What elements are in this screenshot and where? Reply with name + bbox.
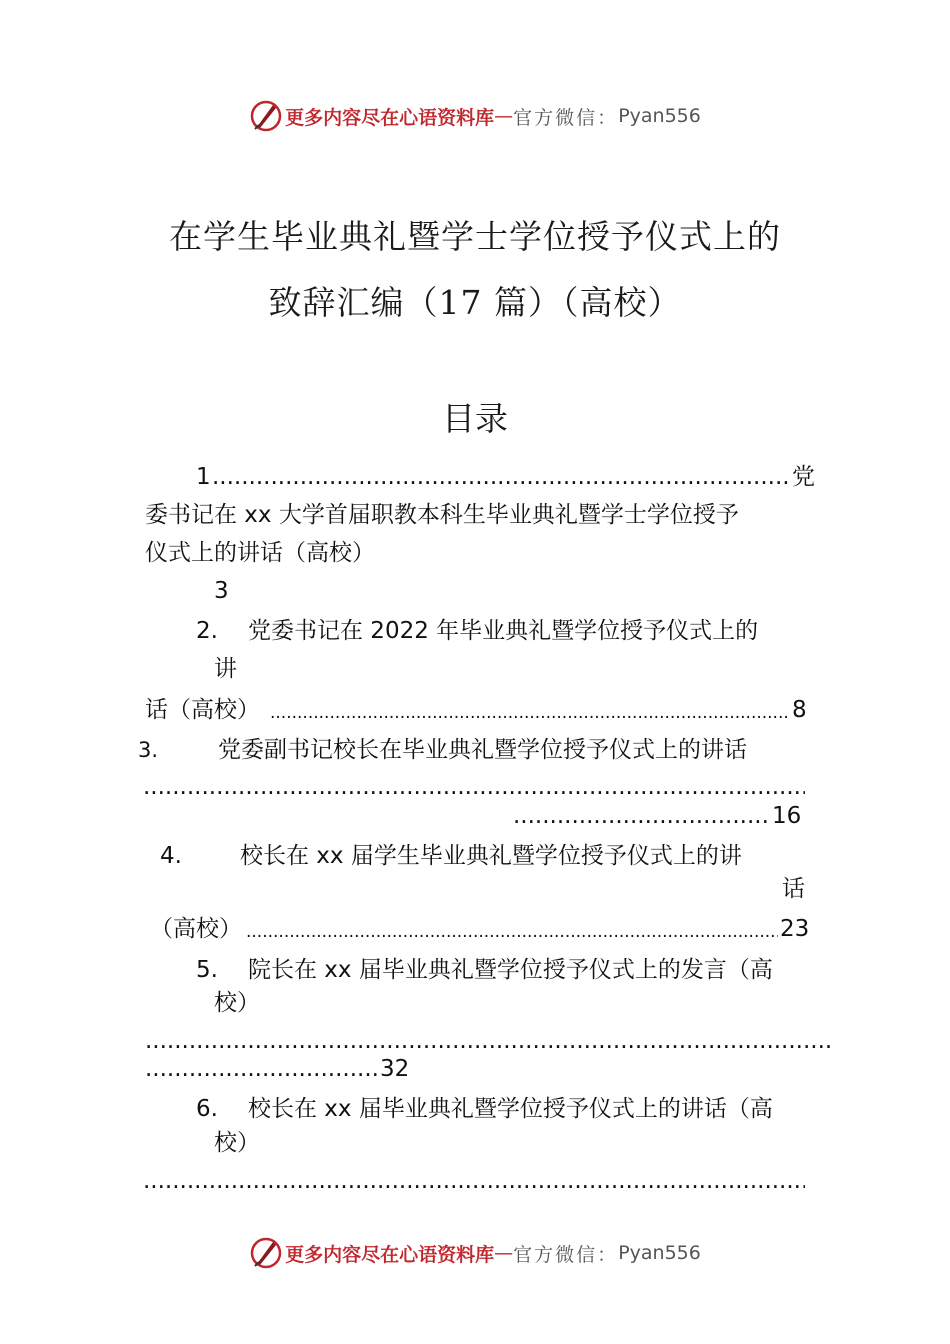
toc-leader-dots [513, 801, 771, 831]
toc-entry-number: 1 [196, 464, 211, 490]
toc-entry-number: 6. [196, 1096, 218, 1122]
toc-heading: 目录 [442, 399, 508, 438]
toc-entry-page: 3 [214, 578, 229, 604]
toc-entry-text: 校长在 xx 届学生毕业典礼暨学位授予仪式上的讲 [240, 843, 742, 869]
toc-entry-text: 话 [782, 876, 805, 902]
toc-entry-page: 16 [772, 803, 802, 829]
toc-entry-number: 3. [138, 738, 159, 762]
toc-entry-text: 讲 [214, 656, 237, 682]
toc-entry-text: 仪式上的讲话（高校） [145, 540, 375, 566]
toc-entry-text: 院长在 xx 届毕业典礼暨学位授予仪式上的发言（高 [248, 957, 773, 983]
toc-entry-text: 党 [792, 464, 815, 490]
document-title-line-2: 致辞汇编（17 篇）（高校） [268, 283, 682, 322]
watermark-wechat-label: 官方微信： [513, 1243, 619, 1266]
toc-leader-dots [246, 917, 778, 947]
toc-leader-dots [212, 462, 790, 492]
watermark-brand-text: 更多内容尽在心语资料库 [285, 1243, 495, 1266]
document-title-line-1: 在学生毕业典礼暨学士学位授予仪式上的 [169, 217, 781, 256]
toc-entry-page: 32 [380, 1056, 410, 1082]
toc-entry-number: 5. [196, 957, 218, 983]
watermark-dash: — [494, 105, 514, 127]
watermark-footer [0, 1233, 950, 1273]
toc-entry-text: 校长在 xx 届毕业典礼暨学位授予仪式上的讲话（高 [248, 1096, 773, 1122]
toc-leader-dots [145, 1054, 379, 1084]
quill-logo-icon [249, 99, 283, 133]
watermark-wechat-label: 官方微信： [513, 106, 619, 129]
toc-entry-text: 党委书记在 2022 年毕业典礼暨学位授予仪式上的 [248, 618, 759, 644]
toc-entry-text: 委书记在 xx 大学首届职教本科生毕业典礼暨学士学位授予 [145, 502, 739, 528]
toc-leader-dots [145, 1026, 833, 1056]
toc-entry-text: （高校） [150, 916, 242, 942]
watermark-wechat-id: Pyan556 [618, 105, 701, 127]
toc-entry-page: 8 [792, 697, 807, 723]
watermark-dash: — [494, 1242, 514, 1264]
toc-entry-text: 党委副书记校长在毕业典礼暨学位授予仪式上的讲话 [218, 737, 747, 763]
toc-entry-number: 2. [196, 618, 218, 644]
toc-entry-text: 校） [214, 1130, 260, 1156]
toc-entry-text: 校） [214, 990, 260, 1016]
watermark-brand-text: 更多内容尽在心语资料库 [285, 106, 495, 129]
toc-leader-dots [143, 1166, 805, 1196]
toc-entry-text: 话（高校） [145, 697, 260, 723]
watermark-header [0, 96, 950, 136]
toc-leader-dots [270, 698, 790, 728]
toc-entry-page: 23 [780, 916, 810, 942]
watermark-wechat-id: Pyan556 [618, 1242, 701, 1264]
toc-leader-dots [143, 772, 805, 802]
toc-entry-number: 4. [160, 843, 182, 869]
quill-logo-icon [249, 1236, 283, 1270]
